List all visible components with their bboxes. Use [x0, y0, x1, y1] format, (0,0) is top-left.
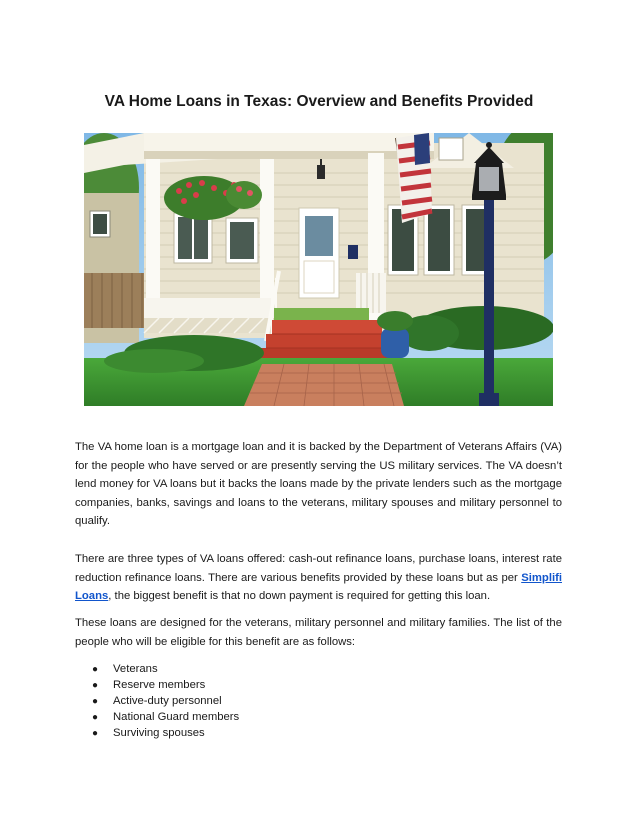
list-item	[92, 694, 239, 710]
list-item-text: Active-duty personnel	[113, 694, 222, 707]
bullet-icon: ●	[92, 664, 99, 675]
list-item	[92, 726, 239, 742]
list-item	[92, 678, 239, 694]
simplifi-loans-link[interactable]: Simplifi Loans	[75, 571, 562, 603]
list-item	[92, 710, 239, 726]
house-porch-photo	[84, 133, 553, 406]
list-item-text: Surviving spouses	[113, 726, 205, 739]
list-item-text: National Guard members	[113, 710, 240, 723]
bullet-icon: ●	[92, 679, 99, 691]
intro-paragraph: The VA home loan is a mortgage loan and it is backed by the Department of Veterans Affairs (VA) for the people who have served or are presently serving the US military services. The VA doesn’t lend money for VA loans but it backs the loans made by the private lenders such as the mortgage companies, banks, savings and loans to the veterans, military spouses and military personnel to qualify.	[75, 441, 562, 528]
bullet-icon: ●	[92, 695, 99, 707]
list-item-text: Reserve members	[113, 678, 206, 691]
loan-types-paragraph	[75, 550, 562, 606]
loan-types-text-start: There are three types of VA loans offered: cash-out refinance loans, purchase loans, interest rate reduction refinance loans. There are various benefits provided by these loans but as per	[75, 553, 562, 584]
document-title: VA Home Loans in Texas: Overview and Benefits Provided	[104, 93, 534, 110]
eligibility-list	[92, 662, 239, 742]
bullet-icon: ●	[92, 711, 99, 723]
bullet-icon: ●	[92, 727, 99, 739]
list-item-text: Veterans	[113, 663, 158, 675]
loan-types-text-end: , the biggest benefit is that no down payment is required for getting this loan.	[108, 590, 491, 603]
list-item	[92, 662, 239, 678]
eligibility-paragraph: These loans are designed for the veterans, military personnel and military families. The list of the people who will be eligible for this benefit are as follows:	[75, 617, 562, 648]
